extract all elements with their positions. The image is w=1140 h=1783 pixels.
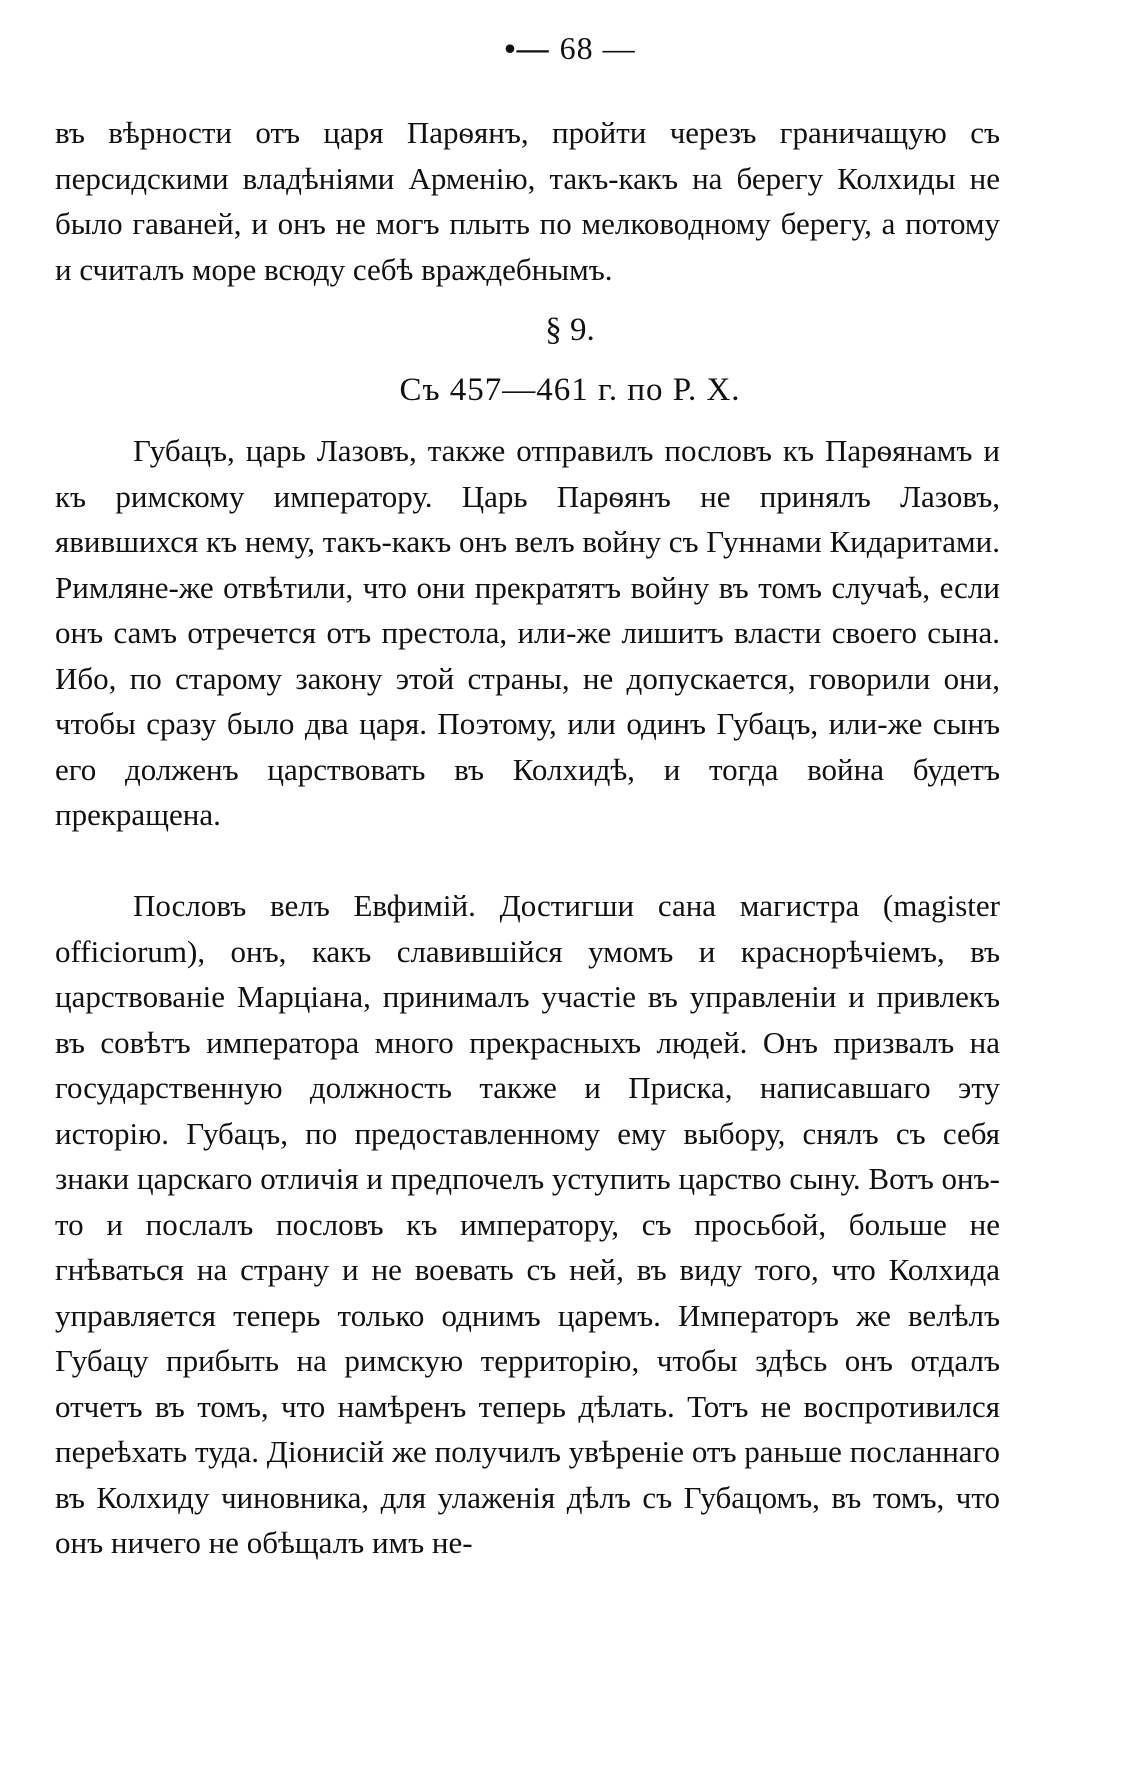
continuation-text: въ вѣрности отъ царя Парѳянъ, пройти черезъ граничащую съ персидскими владѣніями Арменію, такъ-какъ на берегу Колхиды не было гаваней, и онъ не могъ плыть по мелководному берегу, а потому и считалъ море всюду себѣ враждебнымъ. [55, 115, 1000, 287]
continuation-paragraph [55, 110, 1000, 292]
paragraph-2-text: Пословъ велъ Евфимій. Достигши сана магистра (magister officiorum), онъ, какъ славившійся умомъ и краснорѣчіемъ, въ царствованіе Марціана, принималъ участіе въ управленіи и привлекъ въ совѣтъ императора много прекрасныхъ людей. Онъ призвалъ на государственную должность также и Приска, написавшаго эту исторію. Губацъ, по предоставленному ему выбору, снялъ съ себя знаки царскаго отличія и предпочелъ уступить царство сыну. Вотъ онъ-то и послалъ пословъ къ императору, съ просьбой, больше не гнѣваться на страну и не воевать съ ней, въ виду того, что Колхида управляется теперь только однимъ царемъ. Императоръ же велѣлъ Губацу прибыть на римскую территорію, чтобы здѣсь онъ отдалъ отчетъ въ томъ, что намѣренъ теперь дѣлать. Тотъ не воспротивился переѣхать туда. Діонисій же получилъ увѣреніе отъ раньше посланнаго въ Колхиду чиновника, для улаженія дѣлъ съ Губацомъ, въ томъ, что онъ ничего не обѣщалъ имъ не- [55, 888, 1000, 1560]
page-header [0, 30, 1140, 67]
paragraph-2 [55, 883, 1000, 1566]
paragraph-1 [55, 428, 1000, 838]
paragraph-1-text: Губацъ, царь Лазовъ, также отправилъ пословъ къ Парѳянамъ и къ римскому императору. Царь Парѳянъ не принялъ Лазовъ, явившихся къ нему, такъ-какъ онъ велъ войну съ Гуннами Кидаритами. Римляне-же отвѣтили, что они прекратятъ войну въ томъ случаѣ, если онъ самъ отречется отъ престола, или-же лишитъ власти своего сына. Ибо, по старому закону этой страны, не допускается, говорили они, чтобы сразу было два царя. Поэтому, или одинъ Губацъ, или-же сынъ его долженъ царствовать въ Колхидѣ, и тогда война будетъ прекращена. [55, 433, 1000, 832]
page-number: 68 — [559, 30, 636, 66]
section-number: § 9. [545, 312, 595, 348]
section-dates: Съ 457—461 г. по Р. Х. [399, 372, 741, 408]
header-ornament: •— [504, 30, 550, 66]
